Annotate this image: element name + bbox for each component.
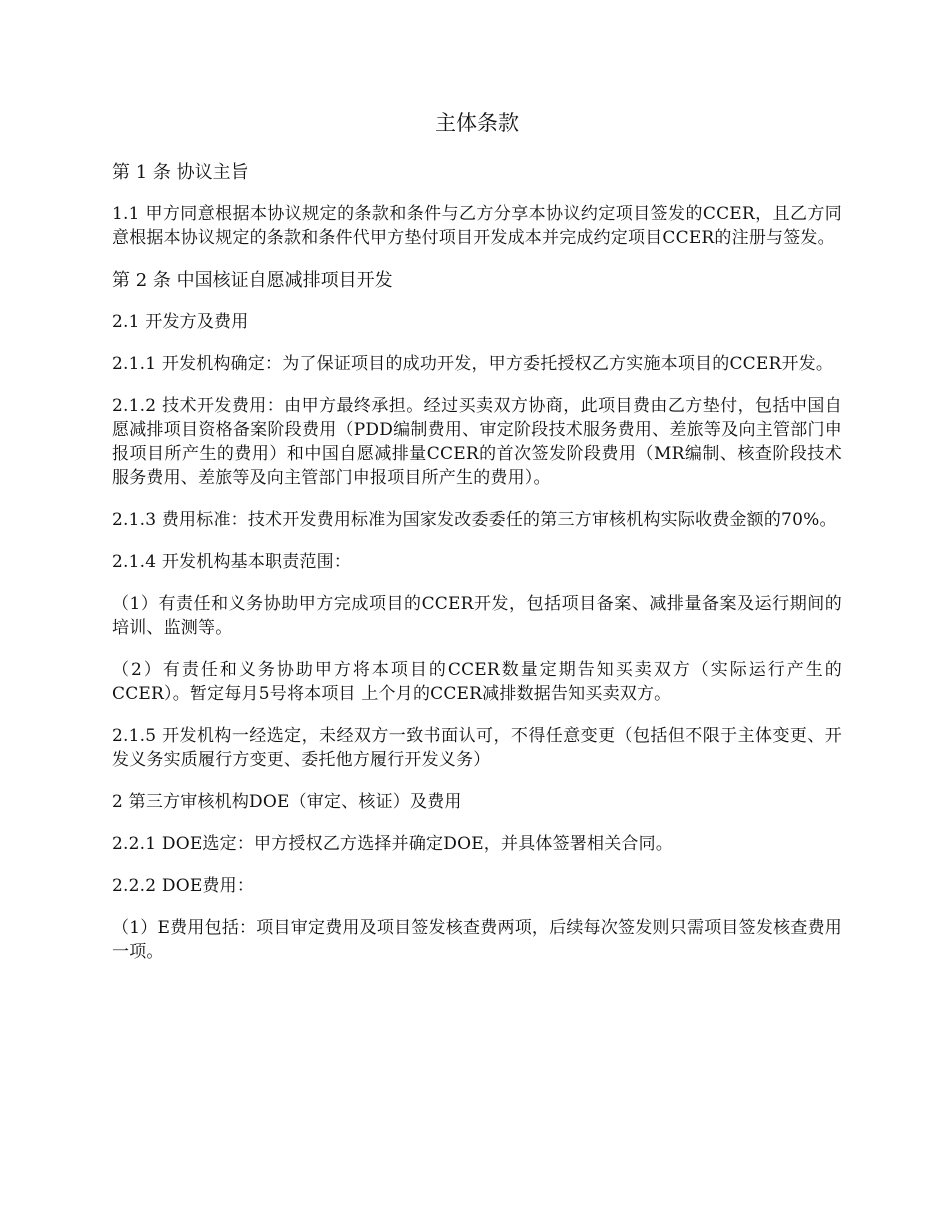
clause-2-1-2: 2.1.2 技术开发费用：由甲方最终承担。经过买卖双方协商，此项目费由乙方垫付，包括中国自愿减排项目资格备案阶段费用（PDD编制费用、审定阶段技术服务费用、差旅等及向主管部门申报项目所产生的费用）和中国自愿减排量CCER的首次签发阶段费用（MR编制、核查阶段技术服务费用、差旅等及向主管部门申报项目所产生的费用）。: [112, 396, 842, 488]
clause-2-1-5: 2.1.5 开发机构一经选定，未经双方一致书面认可，不得任意变更（包括但不限于主体变更、开发义务实质履行方变更、委托他方履行开发义务）: [112, 726, 842, 770]
clause-2-2-2: 2.2.2 DOE费用：: [112, 876, 255, 896]
clause-2-1-1: 2.1.1 开发机构确定：为了保证项目的成功开发，甲方委托授权乙方实施本项目的CCER开发。: [112, 354, 834, 374]
clause-1-1: 1.1 甲方同意根据本协议规定的条款和条件与乙方分享本协议约定项目签发的CCER，且乙方同意根据本协议规定的条款和条件代甲方垫付项目开发成本并完成约定项目CCER的注册与签发。: [112, 204, 842, 248]
clause-2-2-1: 2.2.1 DOE选定：甲方授权乙方选择并确定DOE，并具体签署相关合同。: [112, 834, 674, 854]
clause-2-1-3: 2.1.3 费用标准：技术开发费用标准为国家发改委委任的第三方审核机构实际收费金额的70%。: [112, 510, 837, 530]
clause-2-1-4-item-1: （1）有责任和义务协助甲方完成项目的CCER开发，包括项目备案、减排量备案及运行期间的培训、监测等。: [112, 594, 842, 638]
article-1-heading: 第 1 条 协议主旨: [112, 162, 249, 183]
article-2-heading: 第 2 条 中国核证自愿减排项目开发: [112, 270, 393, 291]
clause-2-1-4-item-2: （2）有责任和义务协助甲方将本项目的CCER数量定期告知买卖双方（实际运行产生的CCER）。暂定每月5号将本项目 上个月的CCER减排数据告知买卖双方。: [112, 660, 842, 704]
clause-2-2-2-item-1: （1）E费用包括：项目审定费用及项目签发核查费两项，后续每次签发则只需项目签发核查费用一项。: [112, 918, 842, 962]
clause-2-1: 2.1 开发方及费用: [112, 312, 249, 332]
clause-2-1-4: 2.1.4 开发机构基本职责范围：: [112, 552, 352, 572]
document-title: 主体条款: [435, 111, 519, 135]
section-2-2-heading: 2 第三方审核机构DOE（审定、核证）及费用: [112, 792, 462, 812]
document-page: [112, 108, 842, 982]
